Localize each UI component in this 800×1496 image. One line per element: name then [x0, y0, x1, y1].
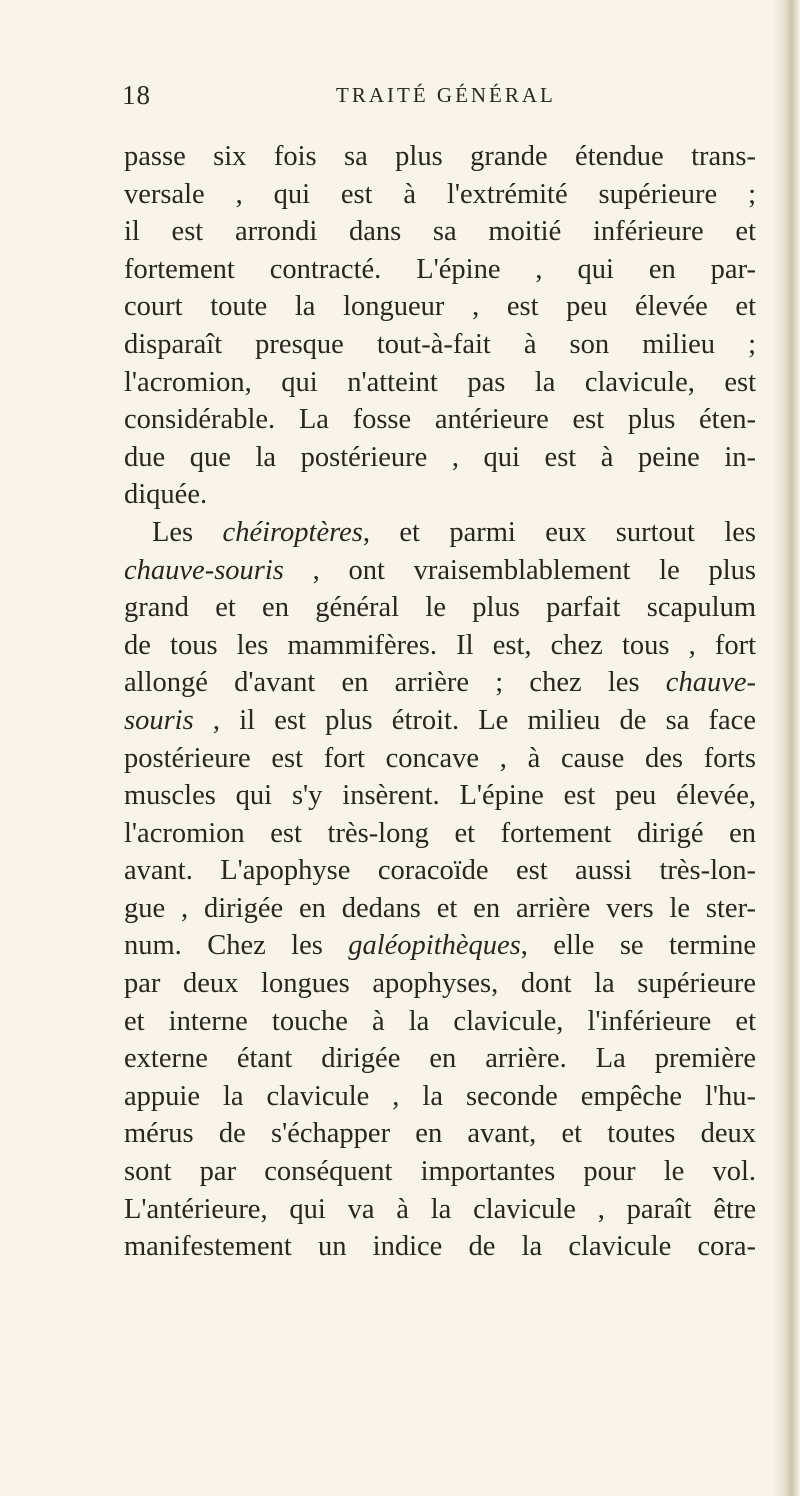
text-line: postérieure est fort concave , à cause des forts	[124, 742, 756, 774]
text-line: l'acromion est très-long et fortement dirigé en	[124, 817, 756, 849]
text-run: allongé d'avant en arrière ; chez les	[124, 667, 666, 699]
text-run: , il est plus étroit. Le milieu de sa face	[193, 704, 756, 736]
page-number: 18	[122, 80, 151, 110]
text-line	[124, 702, 756, 740]
text-run: , ont vraisemblablement le plus	[283, 554, 756, 586]
paragraph-end-line: diquée.	[124, 479, 208, 511]
text-line: court toute la longueur , est peu élevée et	[124, 291, 756, 323]
italic-term: galéopithèques	[348, 930, 521, 962]
text-line: versale , qui est à l'extrémité supérieure ;	[124, 178, 756, 210]
text-line	[124, 552, 756, 590]
text-line: passe six fois sa plus grande étendue trans-	[124, 141, 756, 172]
running-head: TRAITÉ GÉNÉRAL	[336, 83, 556, 107]
text-line: disparaît presque tout-à-fait à son milieu ;	[124, 328, 756, 360]
text-line	[124, 664, 756, 702]
text-line: avant. L'apophyse coracoïde est aussi très-lon-	[124, 855, 756, 887]
text-run: Les	[152, 516, 223, 548]
text-line: mérus de s'échapper en avant, et toutes deux	[124, 1118, 756, 1150]
text-run: , elle se termine	[520, 930, 757, 962]
text-line: de tous les mammifères. Il est, chez tous , fort	[124, 629, 756, 661]
text-line: manifestement un indice de la clavicule cora-	[124, 1231, 756, 1263]
page-edge-shadow	[772, 0, 800, 1496]
page-header	[116, 80, 736, 120]
italic-term: chéiroptères	[222, 516, 363, 548]
italic-term: chauve-	[665, 667, 756, 699]
text-line: due que la postérieure , qui est à peine in-	[124, 441, 756, 473]
text-line: grand et en général le plus parfait scapulum	[124, 592, 756, 624]
text-line	[124, 927, 756, 965]
text-line: fortement contracté. L'épine , qui en par-	[124, 253, 756, 285]
paragraph-start-line	[124, 514, 756, 552]
text-line: appuie la clavicule , la seconde empêche l'hu-	[124, 1080, 756, 1112]
text-line: et interne touche à la clavicule, l'inférieure et	[124, 1005, 756, 1037]
text-line: l'acromion, qui n'atteint pas la clavicule, est	[124, 366, 756, 398]
italic-term: souris	[124, 704, 194, 736]
text-line: par deux longues apophyses, dont la supérieure	[124, 968, 756, 1000]
text-line: externe étant dirigée en arrière. La première	[124, 1043, 756, 1075]
text-line: L'antérieure, qui va à la clavicule , paraît être	[124, 1193, 756, 1225]
text-line: sont par conséquent importantes pour le vol.	[124, 1156, 756, 1188]
text-line: gue , dirigée en dedans et en arrière vers le ster-	[124, 892, 756, 924]
text-line: muscles qui s'y insèrent. L'épine est peu élevée,	[124, 780, 756, 812]
text-line: il est arrondi dans sa moitié inférieure et	[124, 216, 756, 248]
italic-term: chauve-souris	[124, 554, 284, 586]
text-run: num. Chez les	[124, 930, 349, 962]
text-line: considérable. La fosse antérieure est plus éten-	[124, 404, 756, 436]
text-run: , et parmi eux surtout les	[362, 516, 756, 548]
body-text	[124, 138, 756, 1266]
